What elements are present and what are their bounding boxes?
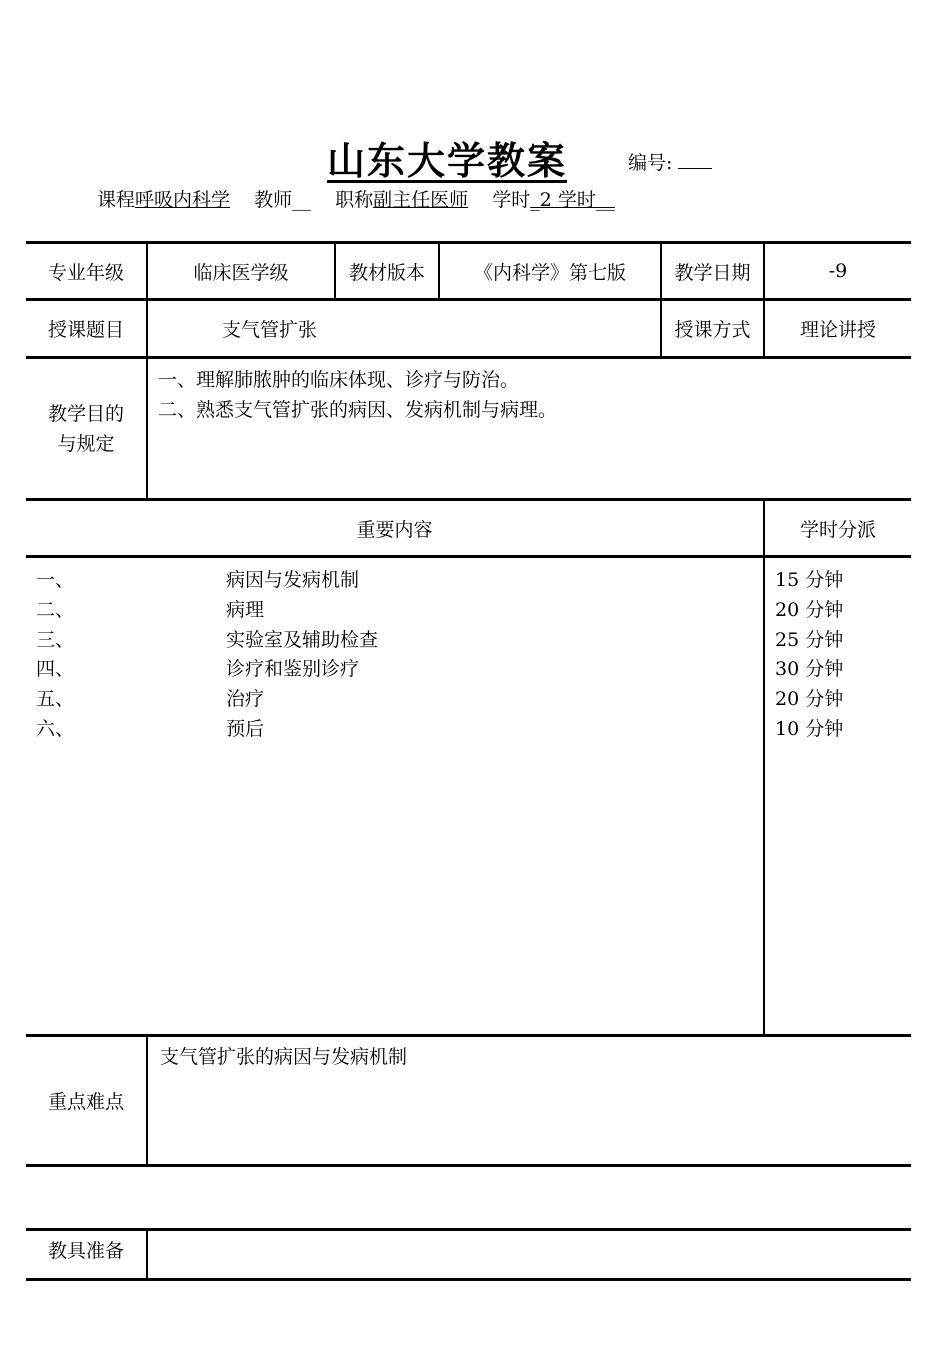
time-item: 10 分钟 — [775, 717, 844, 740]
tools-row — [26, 1230, 911, 1280]
goal-item: 二、熟悉支气管扩张的病因、发病机制与病理。 — [158, 399, 558, 421]
hours-label: 学时 — [492, 189, 531, 211]
textbook-value: 《内科学》第七版 — [439, 243, 661, 300]
list-item: 六、 预后 — [36, 717, 265, 740]
tools-value — [147, 1230, 911, 1280]
time-item: 25 分钟 — [775, 628, 844, 651]
content-header-row — [26, 500, 911, 557]
topic-label: 授课题目 — [26, 300, 147, 358]
content-items — [26, 557, 764, 1036]
content-row — [26, 557, 911, 1036]
time-item: 20 分钟 — [775, 598, 844, 621]
list-item: 四、 诊疗和鉴别诊疗 — [36, 658, 360, 681]
course-info-line — [97, 185, 615, 212]
topic-row — [26, 300, 911, 358]
time-item: 20 分钟 — [775, 688, 844, 711]
time-item: 15 分钟 — [775, 569, 844, 591]
date-label: 教学日期 — [661, 243, 764, 300]
list-item: 二、 病理 — [36, 598, 265, 621]
goal-item: 一、理解肺脓肿的临床体现、诊疗与防治。 — [158, 369, 520, 391]
major-label: 专业年级 — [26, 243, 147, 300]
serial-blank — [678, 154, 712, 169]
hours-value: _2 学时__ — [530, 189, 615, 211]
key-points-text: 支气管扩张的病因与发病机制 — [147, 1036, 911, 1166]
goals-row — [26, 358, 911, 500]
goals-text — [147, 358, 911, 500]
topic-value: 支气管扩张 — [147, 300, 661, 358]
page-title: 山东大学教案 — [327, 138, 568, 183]
rank-label: 职称 — [335, 189, 374, 211]
course-label: 课程 — [97, 189, 136, 211]
header — [0, 130, 950, 190]
serial-label: 编号: — [628, 152, 673, 174]
teacher-label: 教师 — [254, 189, 293, 211]
method-label: 授课方式 — [661, 300, 764, 358]
tools-label: 教具准备 — [26, 1230, 147, 1280]
textbook-label: 教材版本 — [335, 243, 439, 300]
major-value: 临床医学级 — [147, 243, 335, 300]
course-value: 呼吸内科学 — [135, 189, 231, 211]
teacher-value: __ — [292, 189, 312, 211]
time-item: 30 分钟 — [775, 658, 844, 681]
key-points-row — [26, 1036, 911, 1166]
key-points-label: 重点难点 — [26, 1036, 147, 1166]
goals-label: 教学目的与规定 — [26, 358, 147, 500]
lesson-plan-table — [26, 241, 911, 1167]
tools-table — [26, 1228, 911, 1281]
list-item: 三、 实验室及辅助检查 — [36, 628, 379, 651]
date-value: -9 — [764, 243, 911, 300]
method-value: 理论讲授 — [764, 300, 911, 358]
list-item: 一、 病因与发病机制 — [36, 569, 360, 591]
list-item: 五、 治疗 — [36, 688, 265, 711]
content-header: 重要内容 — [26, 500, 764, 557]
hours-header: 学时分派 — [764, 500, 911, 557]
basic-info-row — [26, 243, 911, 300]
rank-value: 副主任医师 — [373, 189, 469, 211]
serial-number — [628, 148, 712, 175]
content-times — [764, 557, 911, 1036]
